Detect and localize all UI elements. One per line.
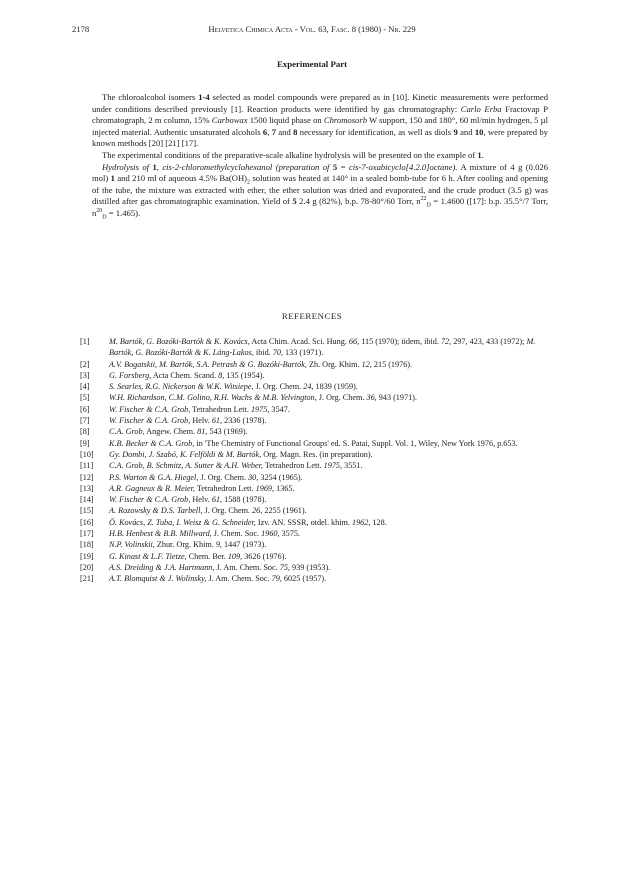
reference-text: 3547. [269, 404, 290, 414]
reference-authors: A.R. Gagneux & R. Meier, [109, 483, 195, 493]
text: = 1.465). [106, 207, 141, 218]
reference-text: 1447 (1973). [221, 540, 267, 550]
reference-authors: W. Fischer & C.A. Grob, [109, 404, 191, 414]
reference-number: [4] [80, 382, 90, 392]
reference-number: [16] [80, 517, 94, 527]
reference-text: in 'The Chemistry of Functional Groups' ed. S. Patai, Suppl. Vol. 1, Wiley, New York 1976, p.653. [194, 438, 518, 448]
reference-authors: N.P. Volinskii, [109, 540, 155, 550]
compound-ref: 8 [293, 126, 298, 137]
reference-item [80, 460, 548, 471]
references-list [80, 336, 548, 585]
reference-volume: 75, [279, 562, 290, 572]
text: The chloroalcohol isomers [102, 92, 199, 102]
reference-number: [6] [80, 404, 90, 414]
reference-volume: 12, [361, 359, 372, 369]
section-title: Experimental Part [276, 59, 348, 69]
reference-text: J. Org. Chem. [202, 506, 253, 516]
reference-number: [8] [80, 427, 90, 437]
subscript: 2 [247, 179, 251, 186]
reference-text: Helv. [190, 495, 212, 505]
reference-text: ibid. [253, 348, 273, 358]
reference-text: 128. [370, 517, 387, 527]
superscript: 20 [96, 208, 103, 215]
reference-text: 2255 (1961). [262, 506, 307, 516]
paragraph-hydrolysis [92, 162, 548, 220]
compound-ref: 1 [152, 161, 157, 172]
compound-ref: 10 [474, 126, 484, 137]
reference-number: [12] [80, 472, 94, 482]
reference-number: [9] [80, 438, 90, 448]
reference-text: 543 (1969). [207, 427, 248, 437]
paragraph-methods [92, 92, 548, 150]
text: W support, 150 and 180°, 60 ml/min hydrogen, 5 µl injected material. Authentic unsaturated alcohols [92, 115, 548, 137]
reference-item [80, 551, 548, 562]
reference-number: [15] [80, 506, 94, 516]
reference-authors: K.B. Becker & C.A. Grob, [109, 438, 195, 448]
reference-authors: W. Fischer & C.A. Grob, [109, 495, 191, 505]
text: . [481, 149, 484, 160]
brand-name: Chromosorb [323, 115, 367, 126]
reference-text: Tetrahedron Lett. [190, 404, 251, 414]
reference-item [80, 562, 548, 573]
reference-text: Chem. Ber. [186, 551, 228, 561]
reference-number: [1] [80, 337, 90, 346]
compound-ref: 9 [453, 126, 458, 137]
reference-number: [18] [80, 540, 94, 550]
reference-text: 3575. [279, 529, 300, 539]
reference-number: [19] [80, 551, 94, 561]
reference-authors: Ö. Kovács, Z. Tuba, I. Weisz & G. Schneider, [109, 517, 256, 527]
reference-item [80, 370, 548, 381]
reference-text: 215 (1976). [371, 359, 413, 369]
reference-item [80, 392, 548, 403]
reference-text: 2336 (1978). [222, 416, 267, 426]
reference-volume: 61, [211, 416, 223, 426]
brand-name: Carlo Erba [460, 103, 502, 114]
procedure-title: cis-7-oxabicyclo[4.2.0]octane). [348, 161, 458, 172]
text: and 210 ml of aqueous 4.5% Ba(OH) [114, 173, 248, 184]
procedure-title: cis-2-chloromethylcyclohexanol (preparation of [162, 161, 330, 172]
text: 1500 liquid phase on [247, 115, 324, 126]
reference-volume: 24, [303, 382, 314, 392]
reference-text: Izv. AN. SSSR, otdel. khim. [255, 517, 352, 527]
text: The experimental conditions of the preparative-scale alkaline hydrolysis will be presented on the example of [102, 149, 478, 160]
reference-number: [11] [80, 461, 94, 471]
compound-ref: 7 [271, 126, 277, 137]
reference-authors: P.S. Warton & G.A. Hiegel, [109, 472, 199, 482]
reference-number: [13] [80, 483, 94, 493]
reference-authors: C.A. Grob, [109, 427, 145, 437]
reference-volume: 72, [440, 337, 452, 346]
reference-volume: 8, [218, 370, 225, 380]
reference-volume: 79, [271, 574, 282, 584]
reference-item [80, 449, 548, 460]
reference-text: J. Am. Chem. Soc. [214, 562, 280, 572]
superscript: 22 [420, 196, 427, 203]
reference-authors: M. Bartók, G. Bozóki-Bartók & K. Kovács, [109, 337, 250, 346]
reference-text: 939 (1953). [289, 562, 331, 572]
reference-text: Tetrahedron Lett. [194, 483, 256, 493]
compound-ref: 1-4 [198, 92, 210, 102]
reference-volume: 30, [248, 472, 259, 482]
reference-text: 135 (1954). [224, 370, 265, 380]
reference-authors: A.T. Blomquist & J. Wolinsky, [109, 574, 207, 584]
reference-authors: A.S. Dreiding & J.A. Hartmann, [109, 562, 215, 572]
compound-ref: 1 [110, 173, 115, 184]
reference-volume: 26, [252, 506, 263, 516]
reference-volume: 1975, [323, 461, 343, 471]
reference-item [80, 336, 548, 359]
reference-number: [17] [80, 529, 94, 539]
reference-text: Zhur. Org. Khim. [154, 540, 216, 550]
reference-item [80, 505, 548, 516]
reference-item [80, 415, 548, 426]
reference-text: 3254 (1965). [258, 472, 303, 482]
reference-volume: 61, [211, 495, 223, 505]
text: , [156, 161, 163, 172]
reference-volume: 66, [348, 337, 360, 346]
text: necessary for identification, as well as diols [297, 126, 454, 137]
reference-authors: G. Forsberg, [109, 370, 152, 380]
reference-volume: 1975, [250, 404, 270, 414]
reference-volume: 1969, [255, 483, 275, 493]
reference-text: 1588 (1978). [222, 495, 267, 505]
reference-text: Tetrahedron Lett. [262, 461, 324, 471]
reference-number: [5] [80, 393, 90, 403]
reference-text: 6025 (1957). [281, 574, 327, 584]
compound-ref: 1 [477, 149, 482, 160]
reference-number: [2] [80, 359, 90, 369]
text: 2.4 g (82%), b.p. 78-80°/60 Torr, n [296, 196, 421, 207]
reference-authors: S. Searles, R.G. Nickerson & W.K. Witsiepe, [109, 382, 254, 392]
reference-text: 3626 (1976). [242, 551, 287, 561]
text: A mixture of 4 g (0.026 mol) [92, 161, 548, 184]
reference-authors: Gy. Dombi, J. Szabó, K. Felföldi & M. Bartók, [109, 449, 262, 459]
compound-ref: 6 [262, 126, 268, 137]
text: solution was heated at 140° in a sealed bomb-tube for 6 h. After cooling and opening of the tube, the mixture was extracted with ether, the ether solution was dried and evaporated, and the crude product (3.5 g) was distilled after gas chromatographic examination. Yield of [92, 173, 549, 207]
reference-number: [14] [80, 495, 94, 505]
reference-authors: A. Rozowsky & D.S. Tarbell, [109, 506, 203, 516]
reference-volume: 1960, [261, 529, 280, 539]
reference-text: J. Chem. Soc. [211, 529, 262, 539]
reference-authors: G. Kinast & L.F. Tietze, [109, 551, 187, 561]
reference-item [80, 438, 548, 449]
experimental-body [92, 92, 548, 220]
text: and [457, 126, 475, 137]
reference-number: [10] [80, 449, 94, 459]
reference-number: [3] [80, 370, 90, 380]
reference-number: [21] [80, 574, 94, 584]
reference-volume: 9, [215, 540, 222, 550]
reference-authors: W. Fischer & C.A. Grob, [109, 416, 191, 426]
reference-text: J. Org. Chem. [316, 393, 367, 403]
reference-item [80, 494, 548, 505]
reference-text: J. Am. Chem. Soc. [206, 574, 272, 584]
brand-name: Carbowax [211, 115, 248, 126]
compound-ref: 5 [292, 196, 297, 207]
text: , [267, 126, 272, 137]
reference-item [80, 472, 548, 483]
reference-authors: A.V. Bogatskii, M. Bartók, S.A. Petrash & G. Bozóki-Bartók, [109, 359, 307, 369]
reference-volume: 70, [272, 348, 283, 358]
subscript: D [426, 203, 431, 210]
text: = 1.4600 ([17]: b.p. 35.5°/7 Torr, n [92, 196, 548, 218]
reference-authors: H.B. Henbest & B.B. Millward, [109, 529, 212, 539]
reference-authors: C.A. Grob, B. Schmitz, A. Sutter & A.H. Weber, [109, 461, 263, 471]
reference-volume: 36, [366, 393, 377, 403]
reference-number: [20] [80, 562, 94, 572]
page-number: 2178 [72, 24, 90, 34]
reference-text: Acta Chem. Scand. [151, 370, 219, 380]
reference-item [80, 381, 548, 392]
compound-ref: 5 [332, 161, 338, 172]
reference-text: 3551. [342, 461, 363, 471]
text: selected as model compounds were prepared as in [10]. Kinetic measurements were performed under conditions described previously [1]. Reaction products were identified by gas chromatography: [92, 92, 548, 114]
text: , were prepared by known methods [20] [21] [17]. [92, 126, 548, 149]
reference-item [80, 359, 548, 370]
text: Fractovap P chromatograph, 2 m column, 15% [92, 103, 548, 126]
reference-text: 115 (1970); iidem, ibid. [359, 337, 441, 346]
reference-item [80, 483, 548, 494]
procedure-title: Hydrolysis of [102, 161, 150, 172]
paragraph-conditions [92, 150, 548, 162]
reference-text: 297, 423, 433 (1972); [451, 337, 527, 346]
reference-text: 1365. [274, 483, 295, 493]
subscript: D [102, 214, 107, 221]
reference-item [80, 426, 548, 437]
reference-item [80, 528, 548, 539]
reference-volume: 81, [197, 427, 208, 437]
reference-item [80, 573, 548, 584]
journal-citation: Helvetica Chimica Acta - Vol. 63, Fasc. 8 (1980) - Nr. 229 [208, 24, 416, 34]
reference-text: Helv. [190, 416, 212, 426]
reference-item [80, 517, 548, 528]
reference-number: [7] [80, 416, 90, 426]
reference-text: J. Org. Chem. [253, 382, 304, 392]
references-title: REFERENCES [281, 311, 343, 321]
text: and [276, 126, 294, 137]
reference-volume: 1962, [351, 517, 371, 527]
reference-text: J. Org. Chem. [198, 472, 249, 482]
reference-text: 943 (1971). [376, 393, 417, 403]
running-header [0, 22, 624, 36]
reference-volume: 109, [227, 551, 243, 561]
text: = [337, 161, 349, 172]
reference-item [80, 539, 548, 550]
reference-item [80, 404, 548, 415]
reference-text: Acta Chim. Acad. Sci. Hung. [249, 337, 349, 346]
reference-text: Zh. Org. Khim. [306, 359, 362, 369]
reference-text: Angew. Chem. [144, 427, 198, 437]
reference-text: Org. Magn. Res. (in preparation). [261, 449, 373, 459]
reference-authors: M. Bartók, G. Bozóki-Bartók & K. Láng-Lakos, [109, 337, 536, 358]
reference-authors: W.H. Richardson, C.M. Golino, R.H. Wachs & M.B. Yelvington, [109, 393, 317, 403]
reference-text: 133 (1971). [283, 348, 324, 358]
reference-text: 1839 (1959). [313, 382, 358, 392]
